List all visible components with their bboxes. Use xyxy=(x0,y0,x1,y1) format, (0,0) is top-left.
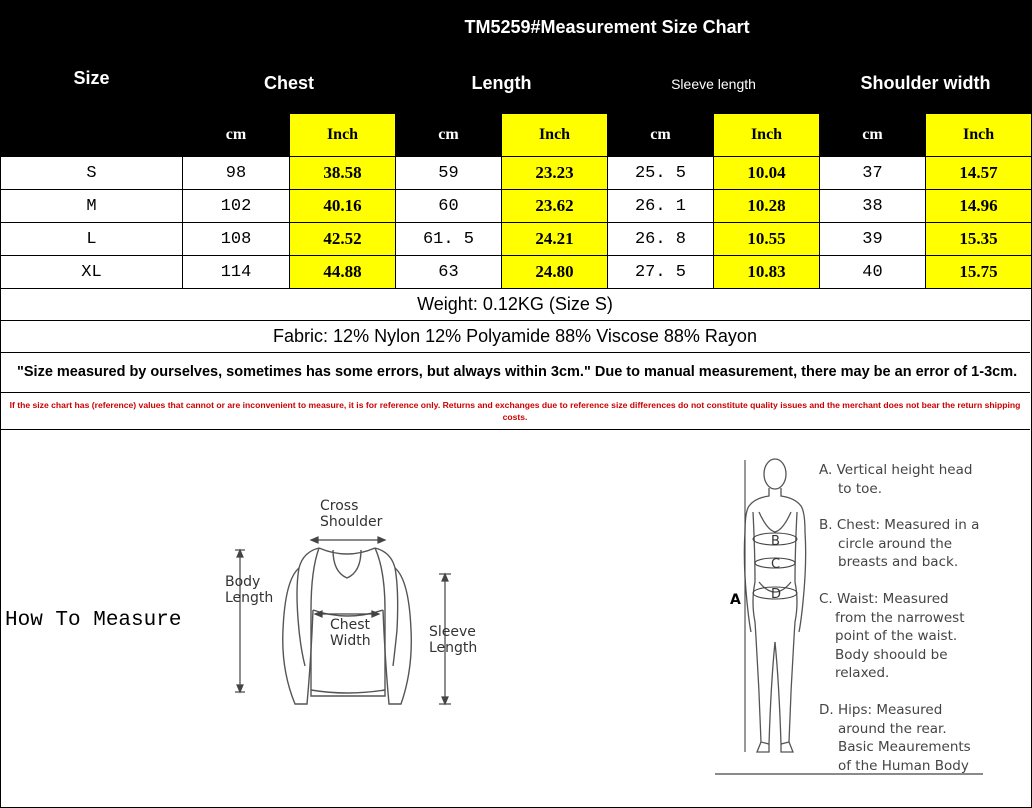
body-length-label-1: Body xyxy=(225,574,261,590)
body-outline xyxy=(744,459,805,752)
unit-inch: Inch xyxy=(926,114,1032,157)
body-diagram xyxy=(715,452,1015,782)
shoulder-width-header: Shoulder width xyxy=(820,54,1032,114)
sleeve-inch-cell: 10.28 xyxy=(714,190,820,223)
sleeve-length-label-2: Length xyxy=(429,640,478,656)
unit-inch: Inch xyxy=(290,114,396,157)
table-row xyxy=(1,190,1032,223)
sleeve-cm-cell: 27. 5 xyxy=(608,256,714,289)
note-c-5: relaxed. xyxy=(835,665,890,681)
chest-cm-cell: 108 xyxy=(183,223,290,256)
note-a-1: A. Vertical height head xyxy=(819,462,973,478)
table-row xyxy=(1,223,1032,256)
note-d-1: D. Hips: Measured xyxy=(819,702,943,718)
sleeve-cm-cell: 25. 5 xyxy=(608,157,714,190)
note-a-2: to toe. xyxy=(838,481,882,497)
sleeve-inch-cell: 10.04 xyxy=(714,157,820,190)
unit-inch: Inch xyxy=(714,114,820,157)
note-c-4: Body shoould be xyxy=(835,647,948,663)
length-inch-cell: 23.62 xyxy=(502,190,608,223)
chest-width-label-2: Width xyxy=(330,633,371,649)
chest-cm-cell: 102 xyxy=(183,190,290,223)
size-cell: M xyxy=(1,190,183,223)
chart-title: TM5259#Measurement Size Chart xyxy=(183,1,1032,54)
chest-width-label-1: Chest xyxy=(330,617,371,633)
unit-cm: cm xyxy=(820,114,926,157)
shoulder-cm-cell: 40 xyxy=(820,256,926,289)
chest-cm-cell: 114 xyxy=(183,256,290,289)
size-cell: XL xyxy=(1,256,183,289)
length-inch-cell: 24.21 xyxy=(502,223,608,256)
note-b-3: breasts and back. xyxy=(838,554,959,570)
sleeve-inch-cell: 10.55 xyxy=(714,223,820,256)
cross-shoulder-label-2: Shoulder xyxy=(320,514,383,530)
how-to-measure-label: How To Measure xyxy=(5,609,182,632)
length-inch-cell: 23.23 xyxy=(502,157,608,190)
weight-line: Weight: 0.12KG (Size S) xyxy=(0,289,1030,321)
length-cm-cell: 59 xyxy=(396,157,502,190)
table-row xyxy=(1,157,1032,190)
fabric-line: Fabric: 12% Nylon 12% Polyamide 88% Viscose 88% Rayon xyxy=(0,321,1030,353)
letter-a: A xyxy=(730,592,741,608)
letter-c: C xyxy=(771,557,781,572)
chest-inch-cell: 42.52 xyxy=(290,223,396,256)
note-c-3: point of the waist. xyxy=(835,628,958,644)
chest-header: Chest xyxy=(183,54,396,114)
length-cm-cell: 60 xyxy=(396,190,502,223)
letter-b: B xyxy=(771,534,780,549)
length-cm-cell: 63 xyxy=(396,256,502,289)
sleeve-inch-cell: 10.83 xyxy=(714,256,820,289)
sleeve-cm-cell: 26. 1 xyxy=(608,190,714,223)
shoulder-inch-cell: 15.75 xyxy=(926,256,1032,289)
sleeve-length-label-1: Sleeve xyxy=(429,624,476,640)
chest-inch-cell: 44.88 xyxy=(290,256,396,289)
unit-inch: Inch xyxy=(502,114,608,157)
note-d-3: Basic Meaurements xyxy=(838,739,971,755)
length-header: Length xyxy=(396,54,608,114)
shoulder-inch-cell: 14.96 xyxy=(926,190,1032,223)
chest-inch-cell: 40.16 xyxy=(290,190,396,223)
chest-cm-cell: 98 xyxy=(183,157,290,190)
shoulder-inch-cell: 15.35 xyxy=(926,223,1032,256)
table-row xyxy=(1,256,1032,289)
size-cell: S xyxy=(1,157,183,190)
length-cm-cell: 61. 5 xyxy=(396,223,502,256)
unit-cm: cm xyxy=(608,114,714,157)
size-table xyxy=(0,0,1032,289)
letter-d: D xyxy=(771,587,782,602)
sleeve-cm-cell: 26. 8 xyxy=(608,223,714,256)
shoulder-inch-cell: 14.57 xyxy=(926,157,1032,190)
note-d-4: of the Human Body xyxy=(838,758,969,774)
measurement-note xyxy=(0,353,1030,393)
note-c-1: C. Waist: Measured xyxy=(819,591,949,607)
length-inch-cell: 24.80 xyxy=(502,256,608,289)
garment-diagram xyxy=(215,490,485,730)
size-cell: L xyxy=(1,223,183,256)
disclaimer: If the size chart has (reference) values that cannot or are inconvenient to measure, it is for reference only. Returns and exchanges due to reference size differences do not constitute quality issues and the merchant does not bear the return shipping costs. xyxy=(0,393,1030,430)
body-length-label-2: Length xyxy=(225,590,274,606)
unit-cm: cm xyxy=(183,114,290,157)
shoulder-cm-cell: 37 xyxy=(820,157,926,190)
shoulder-cm-cell: 38 xyxy=(820,190,926,223)
shoulder-cm-cell: 39 xyxy=(820,223,926,256)
measurement-note-text: "Size measured by ourselves, sometimes has some errors, but always within 3cm." Due to manual measurement, there may be an error of 1-3cm. xyxy=(17,364,1018,380)
note-b-1: B. Chest: Measured in a xyxy=(819,517,980,533)
note-b-2: circle around the xyxy=(838,536,953,552)
size-header: Size xyxy=(1,1,183,157)
note-d-2: around the rear. xyxy=(838,721,947,737)
chest-inch-cell: 38.58 xyxy=(290,157,396,190)
cross-shoulder-label-1: Cross xyxy=(320,498,359,514)
note-c-2: from the narrowest xyxy=(835,610,965,626)
unit-cm: cm xyxy=(396,114,502,157)
sleeve-length-header: Sleeve length xyxy=(608,54,820,114)
